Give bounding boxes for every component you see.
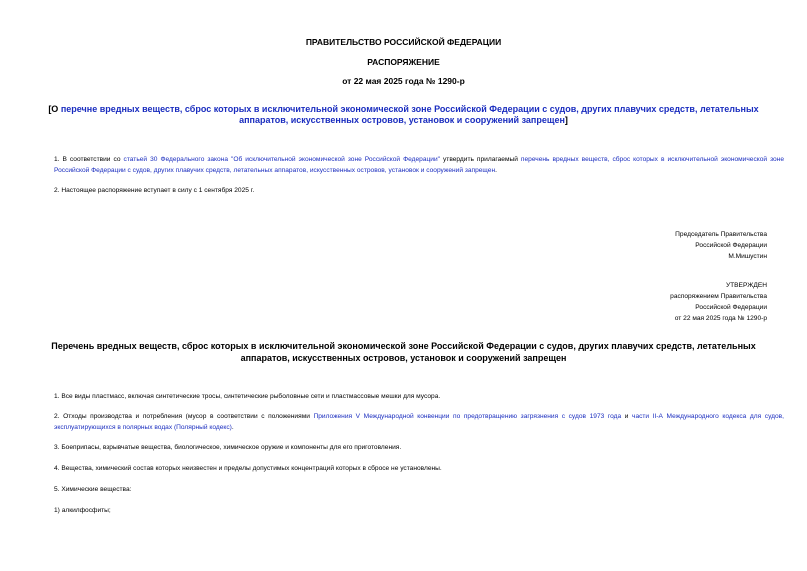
document-type-heading: РАСПОРЯЖЕНИЕ: [367, 57, 440, 67]
approval-by: распоряжением Правительства: [670, 293, 767, 300]
document-date-number: от 22 мая 2025 года № 1290-р: [342, 76, 465, 86]
list-item-2: [38, 412, 784, 433]
approval-country: Российской Федерации: [695, 304, 767, 311]
signature-block: [675, 229, 767, 262]
paragraph-2: 2. Настоящее распоряжение вступает в силу с 1 сентября 2025 г.: [54, 187, 255, 194]
list-item-1: 1. Все виды пластмасс, включая синтетические тросы, синтетические рыболовные сети и пластмассовые мешки для мусора.: [54, 393, 441, 400]
list-item-2-prefix: 2. Отходы производства и потребления (мусор в соответствии с положениями: [54, 413, 314, 420]
marpol-annex-link[interactable]: Приложения V Международной конвенции по предотвращению загрязнения с судов 1973 года: [313, 413, 622, 420]
list-item-2-and: и: [621, 413, 633, 420]
signature-country: Российской Федерации: [695, 242, 767, 249]
signature-name: М.Мишустин: [728, 253, 767, 260]
title-link[interactable]: перечне вредных веществ, сброс которых в исключительной экономической зоне Российской Федерации с судов, других плавучих средств, летательных аппаратов, искусственных островов, установок и сооружений запрещен: [60, 104, 759, 125]
approval-date: от 22 мая 2025 года № 1290-р: [674, 315, 767, 322]
document-title: [40, 104, 767, 126]
government-heading: ПРАВИТЕЛЬСТВО РОССИЙСКОЙ ФЕДЕРАЦИИ: [305, 37, 502, 47]
title-close-bracket: ]: [564, 115, 568, 125]
approval-label: УТВЕРЖДЕН: [725, 282, 767, 289]
list-item-5-1: 1) алкилфосфиты;: [54, 507, 111, 514]
approval-block: [670, 280, 767, 324]
polar-code-link[interactable]: части II-А Международного кодекса для судов, эксплуатирующихся в полярных водах (Полярный кодекс): [54, 413, 784, 431]
list-item-3: 3. Боеприпасы, взрывчатые вещества, биологическое, химическое оружие и компоненты для его приготовления.: [54, 444, 402, 451]
list-item-4: 4. Вещества, химический состав которых неизвестен и пределы допустимых концентраций которых в сбросе не установлены.: [54, 465, 442, 472]
law-article-link[interactable]: статьей 30 Федерального закона "Об исключительной экономической зоне Российской Федерации": [123, 156, 440, 163]
list-item-5: 5. Химические вещества:: [54, 486, 132, 493]
list-title: Перечень вредных веществ, сброс которых в исключительной экономической зоне Российской Федерации с судов, других плавучих средств, летательных аппаратов, искусственных островов, установок и сооружений запрещен: [51, 341, 756, 363]
paragraph-1-prefix: 1. В соответствии со: [54, 156, 124, 163]
paragraph-1: [38, 155, 784, 176]
title-open-bracket: [О: [48, 104, 61, 114]
paragraph-1-suffix: .: [495, 166, 497, 174]
list-link[interactable]: перечень вредных веществ, сброс которых в исключительной экономической зоне Российской Федерации с судов, других плавучих средств, летательных аппаратов, искусственных островов, установок и сооружений запрещен: [54, 156, 784, 174]
paragraph-1-middle: утвердить прилагаемый: [440, 156, 521, 163]
list-item-2-suffix: .: [231, 423, 234, 431]
signature-position: Председатель Правительства: [675, 231, 767, 238]
